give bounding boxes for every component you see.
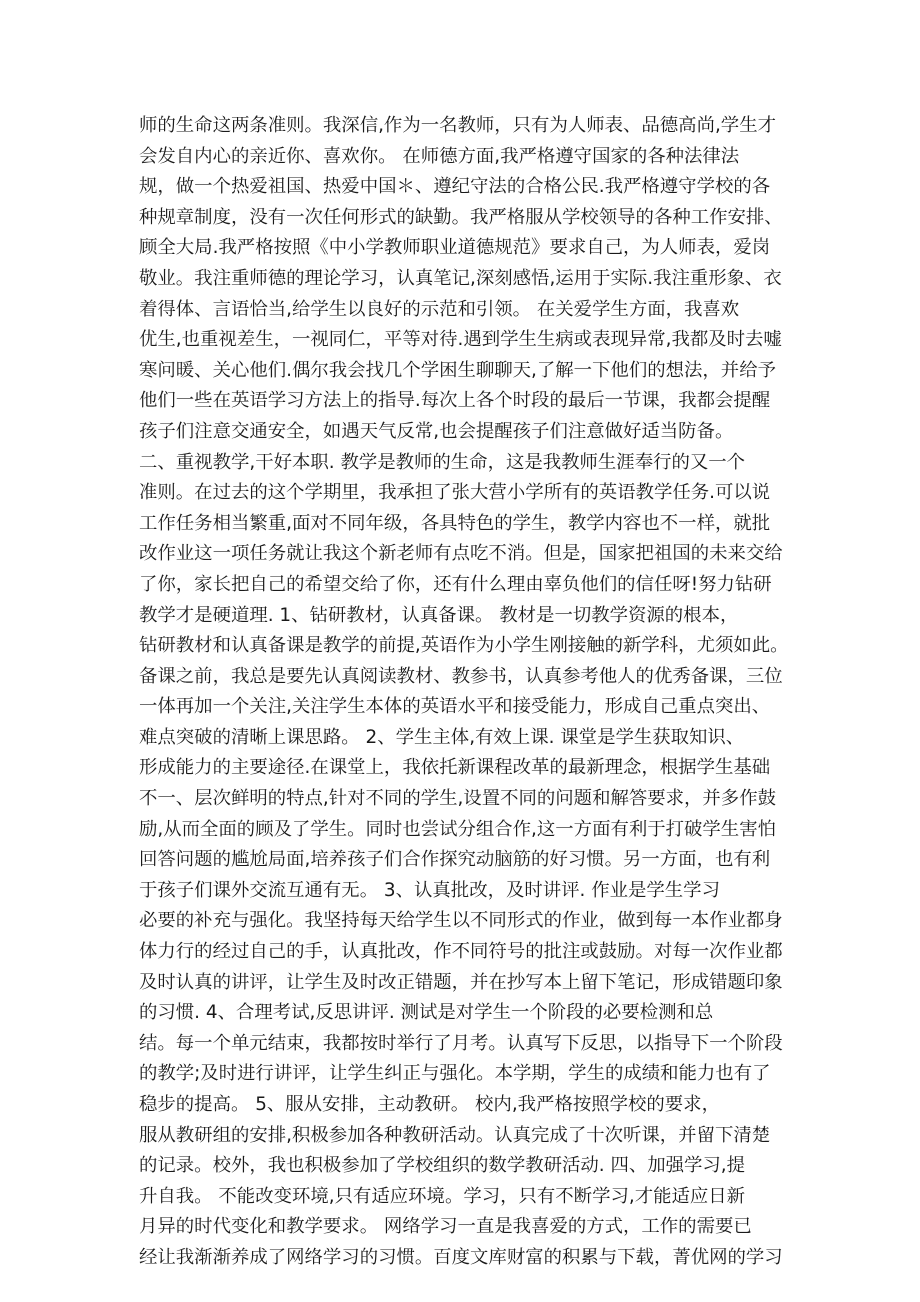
text-line: 月异的时代变化和教学要求。 网络学习一直是我喜爱的方式，工作的需要已 [139, 1216, 752, 1238]
text-line: 师的生命这两条准则。我深信,作为一名教师，只有为人师表、品德高尚,学生才 [139, 115, 776, 136]
text-line: 备课之前，我总是要先认真阅读教材、教参书，认真参考他人的优秀备课，三位 [139, 665, 783, 687]
text-line: 稳步的提高。 5、服从安排，主动教研。 校内,我严格按照学校的要求， [139, 1094, 720, 1115]
text-line: 服从教研组的安排,积极参加各种教研活动。认真完成了十次听课，并留下清楚 [139, 1124, 771, 1146]
text-line: 的习惯. 4、合理考试,反思讲评. 测试是对学生一个阶段的必要检测和总 [139, 1002, 714, 1024]
text-line: 体力行的经过自己的手，认真批改，作不同符号的批注或鼓励。对每一次作业都 [139, 941, 783, 963]
text-line: 了你，家长把自己的希望交给了你，还有什么理由辜负他们的信任呀!努力钻研 [139, 573, 772, 595]
text-line: 回答问题的尴尬局面,培养孩子们合作探究动脑筋的好习惯。另一方面，也有利 [139, 849, 771, 871]
text-line: 必要的补充与强化。我坚持每天给学生以不同形式的作业，做到每一本作业都身 [139, 910, 783, 932]
text-line: 顾全大局.我严格按照《中小学教师职业道德规范》要求自己，为人师表，爱岗 [139, 237, 771, 259]
text-line: 二、重视教学,干好本职. 教学是教师的生命，这是我教师生涯奉行的又一个 [139, 451, 746, 473]
text-line: 于孩子们课外交流互通有无。 3、认真批改，及时讲评. 作业是学生学习 [139, 879, 720, 901]
text-line: 一体再加一个关注,关注学生本体的英语水平和接受能力，形成自己重点突出、 [139, 696, 771, 718]
text-line: 升自我。 不能改变环境,只有适应环境。学习，只有不断学习,才能适应日新 [139, 1185, 746, 1207]
text-line: 形成能力的主要途径.在课堂上，我依托新课程改革的最新理念，根据学生基础 [139, 757, 771, 779]
text-line: 经让我渐渐养成了网络学习的习惯。百度文库财富的积累与下载，菁优网的学习 [139, 1246, 783, 1268]
text-line: 他们一些在英语学习方法上的指导.每次上各个时段的最后一节课，我都会提醒 [139, 390, 771, 412]
text-line: 规，做一个热爱祖国、热爱中国＊、遵纪守法的合格公民.我严格遵守学校的各 [139, 176, 771, 198]
text-line: 教学才是硬道理. 1、钻研教材，认真备课。 教材是一切教学资源的根本， [139, 604, 739, 626]
text-line: 优生,也重视差生，一视同仁，平等对待.遇到学生生病或表现异常,我都及时去嘘 [139, 329, 782, 351]
text-line: 孩子们注意交通安全，如遇天气反常,也会提醒孩子们注意做好适当防备。 [139, 420, 734, 442]
text-line: 改作业这一项任务就让我这个新老师有点吃不消。但是，国家把祖国的未来交给 [139, 543, 783, 565]
text-line: 敬业。我注重师德的理论学习，认真笔记,深刻感悟,运用于实际.我注重形象、衣 [139, 267, 782, 289]
text-line: 钻研教材和认真备课是教学的前提,英语作为小学生刚接触的新学科，尤须如此。 [139, 635, 789, 657]
text-line: 难点突破的清晰上课思路。 2、学生主体,有效上课. 课堂是学生获取知识、 [139, 726, 745, 748]
text-line: 会发自内心的亲近你、喜欢你。 在师德方面,我严格遵守国家的各种法律法 [139, 145, 740, 167]
text-line: 的教学;及时进行讲评，让学生纠正与强化。本学期，学生的成绩和能力也有了 [139, 1063, 771, 1085]
document-body [139, 111, 799, 1274]
text-line: 及时认真的讲评，让学生及时改正错题，并在抄写本上留下笔记，形成错题印象 [139, 971, 783, 993]
text-line: 寒问暖、关心他们.偶尔我会找几个学困生聊聊天,了解一下他们的想法，并给予 [139, 359, 776, 381]
text-line: 工作任务相当繁重,面对不同年级，各具特色的学生，教学内容也不一样，就批 [139, 512, 771, 534]
text-line: 励,从而全面的顾及了学生。同时也尝试分组合作,这一方面有利于打破学生害怕 [139, 818, 776, 840]
text-line: 不一、层次鲜明的特点,针对不同的学生,设置不同的问题和解答要求，并多作鼓 [139, 788, 776, 810]
text-line: 种规章制度，没有一次任何形式的缺勤。我严格服从学校领导的各种工作安排、 [139, 206, 783, 228]
text-line: 着得体、言语恰当,给学生以良好的示范和引领。 在关爱学生方面，我喜欢 [139, 298, 740, 320]
text-line: 的记录。校外，我也积极参加了学校组织的数学教研活动. 四、加强学习,提 [139, 1155, 746, 1177]
text-line: 准则。在过去的这个学期里，我承担了张大营小学所有的英语教学任务.可以说 [139, 482, 771, 504]
text-line: 结。每一个单元结束，我都按时举行了月考。认真写下反思，以指导下一个阶段 [139, 1032, 783, 1054]
